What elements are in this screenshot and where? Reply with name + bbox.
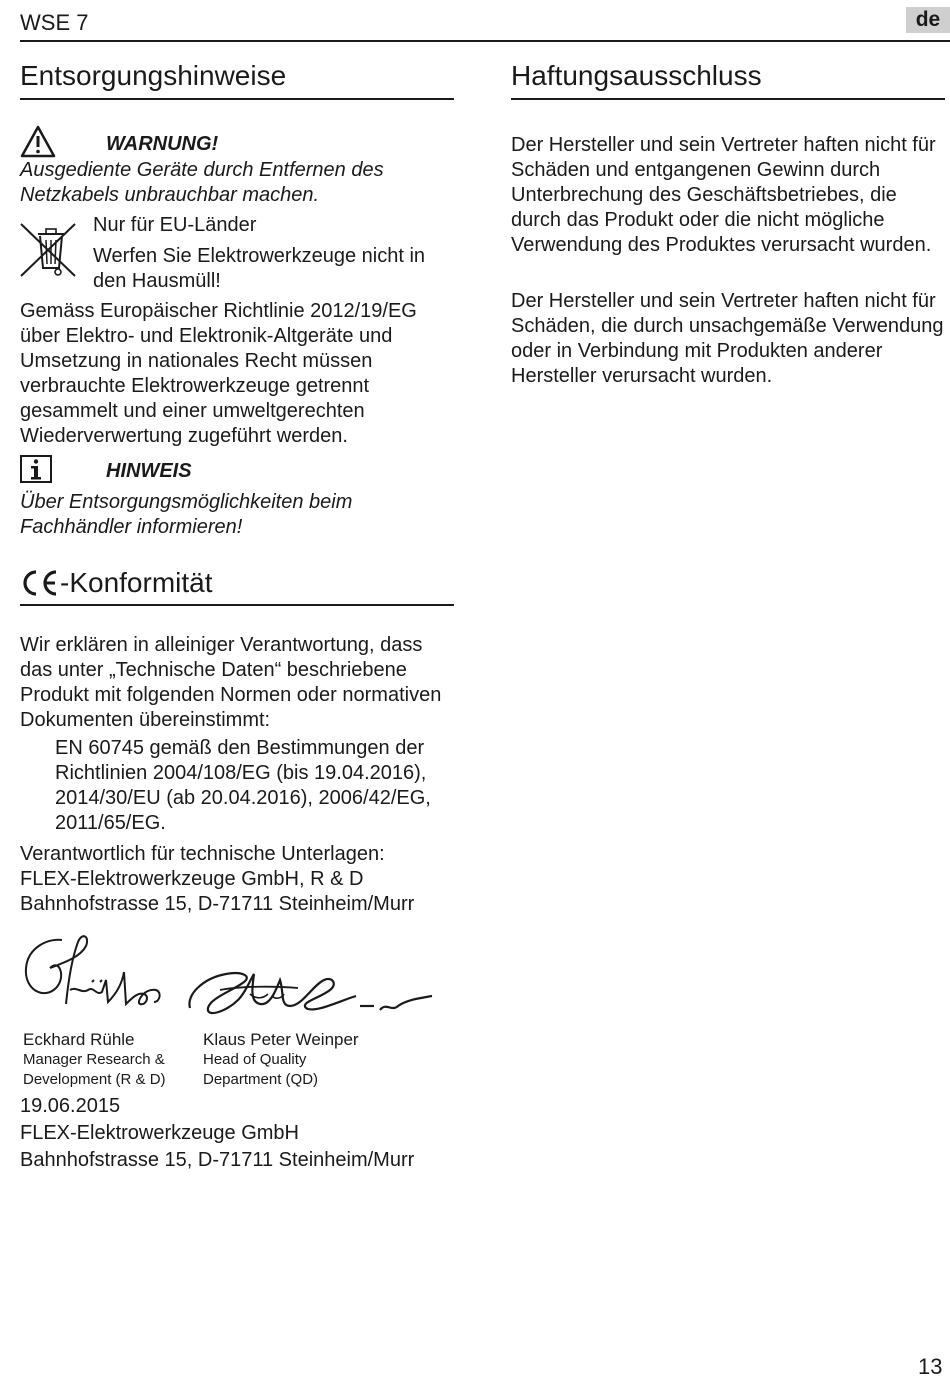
header-rule bbox=[20, 40, 950, 42]
warning-triangle-icon bbox=[20, 125, 56, 159]
issuer-block bbox=[20, 1093, 460, 1174]
signatory-role-line1: Manager Research & bbox=[23, 1051, 165, 1068]
responsible-address: Bahnhofstrasse 15, D-71711 Steinheim/Murr bbox=[20, 893, 415, 915]
conformity-declaration: Wir erklären in alleiniger Verantwortung, dass das unter „Technische Daten“ beschriebene Produkt mit folgenden Normen oder normativen Dokumenten übereinstimmt: bbox=[20, 634, 442, 731]
warning-label: WARNUNG! bbox=[106, 133, 219, 155]
info-icon bbox=[20, 455, 52, 483]
disclaimer-title-rule bbox=[511, 98, 945, 100]
disclaimer-paragraph-1: Der Hersteller und sein Vertreter haften nicht für Schäden und entgangenen Gewinn durch Unterbrechung des Geschäftsbetriebes, die durch das Produkt oder die nicht mögliche Verwendung des Produktes verursacht wurden. bbox=[511, 134, 936, 256]
signature-ruehle bbox=[20, 928, 180, 1028]
signatory-ruehle bbox=[23, 1030, 193, 1090]
page-number: 13 bbox=[918, 1354, 943, 1379]
signatory-weinper bbox=[203, 1030, 403, 1090]
hint-label: HINWEIS bbox=[106, 460, 192, 482]
issuer-address: Bahnhofstrasse 15, D-71711 Steinheim/Murr bbox=[20, 1149, 415, 1171]
signature-weinper bbox=[180, 950, 440, 1030]
conformity-standards: EN 60745 gemäß den Bestimmungen der Richtlinien 2004/108/EG (bis 19.04.2016), 2014/30/EU (ab 20.04.2016), 2006/42/EG, 2011/65/EG. bbox=[55, 737, 431, 834]
issue-date: 19.06.2015 bbox=[20, 1095, 121, 1117]
warning-text: Ausgediente Geräte durch Entfernen des Netzkabels unbrauchbar machen. bbox=[20, 159, 384, 206]
issuer-company: FLEX-Elektrowerkzeuge GmbH bbox=[20, 1122, 299, 1144]
ce-mark-icon bbox=[20, 569, 60, 597]
conformity-title-rule bbox=[20, 604, 454, 606]
signatory-role-line2: Department (QD) bbox=[203, 1071, 319, 1088]
eu-disposal-instruction: Werfen Sie Elektrowerkzeuge nicht in den Hausmüll! bbox=[93, 245, 426, 292]
conformity-title: -Konformität bbox=[60, 567, 213, 598]
responsible-label: Verantwortlich für technische Unterlagen: bbox=[20, 843, 385, 865]
eu-countries-title: Nur für EU-Länder bbox=[93, 214, 257, 236]
eu-directive-text: Gemäss Europäischer Richtlinie 2012/19/EG über Elektro- und Elektronik-Altgeräte und Umsetzung in nationales Recht müssen verbrauchte Elektrowerkzeuge getrennt gesammelt und einer umweltgerechten Wiederverwertung zugeführt werden. bbox=[20, 300, 417, 447]
language-badge: de bbox=[906, 7, 950, 33]
signatory-name: Eckhard Rühle bbox=[23, 1030, 135, 1049]
signatory-role-line1: Head of Quality bbox=[203, 1051, 307, 1068]
conformity-heading bbox=[20, 567, 213, 599]
header-model: WSE 7 bbox=[20, 10, 89, 35]
hint-text: Über Entsorgungsmöglichkeiten beim Fachhändler informieren! bbox=[20, 491, 353, 538]
signatory-role-line2: Development (R & D) bbox=[23, 1071, 166, 1088]
technical-documentation-responsible bbox=[20, 842, 460, 917]
responsible-company: FLEX-Elektrowerkzeuge GmbH, R & D bbox=[20, 868, 364, 890]
weee-crossed-bin-icon bbox=[18, 218, 78, 280]
disposal-title-rule bbox=[20, 98, 454, 100]
signatory-name: Klaus Peter Weinper bbox=[203, 1030, 359, 1049]
disclaimer-title: Haftungsausschluss bbox=[511, 60, 762, 91]
disposal-title: Entsorgungshinweise bbox=[20, 60, 287, 91]
disclaimer-paragraph-2: Der Hersteller und sein Vertreter haften nicht für Schäden, die durch unsachgemäße Verwendung oder in Verbindung mit Produkten anderer Hersteller verursacht wurden. bbox=[511, 290, 944, 387]
